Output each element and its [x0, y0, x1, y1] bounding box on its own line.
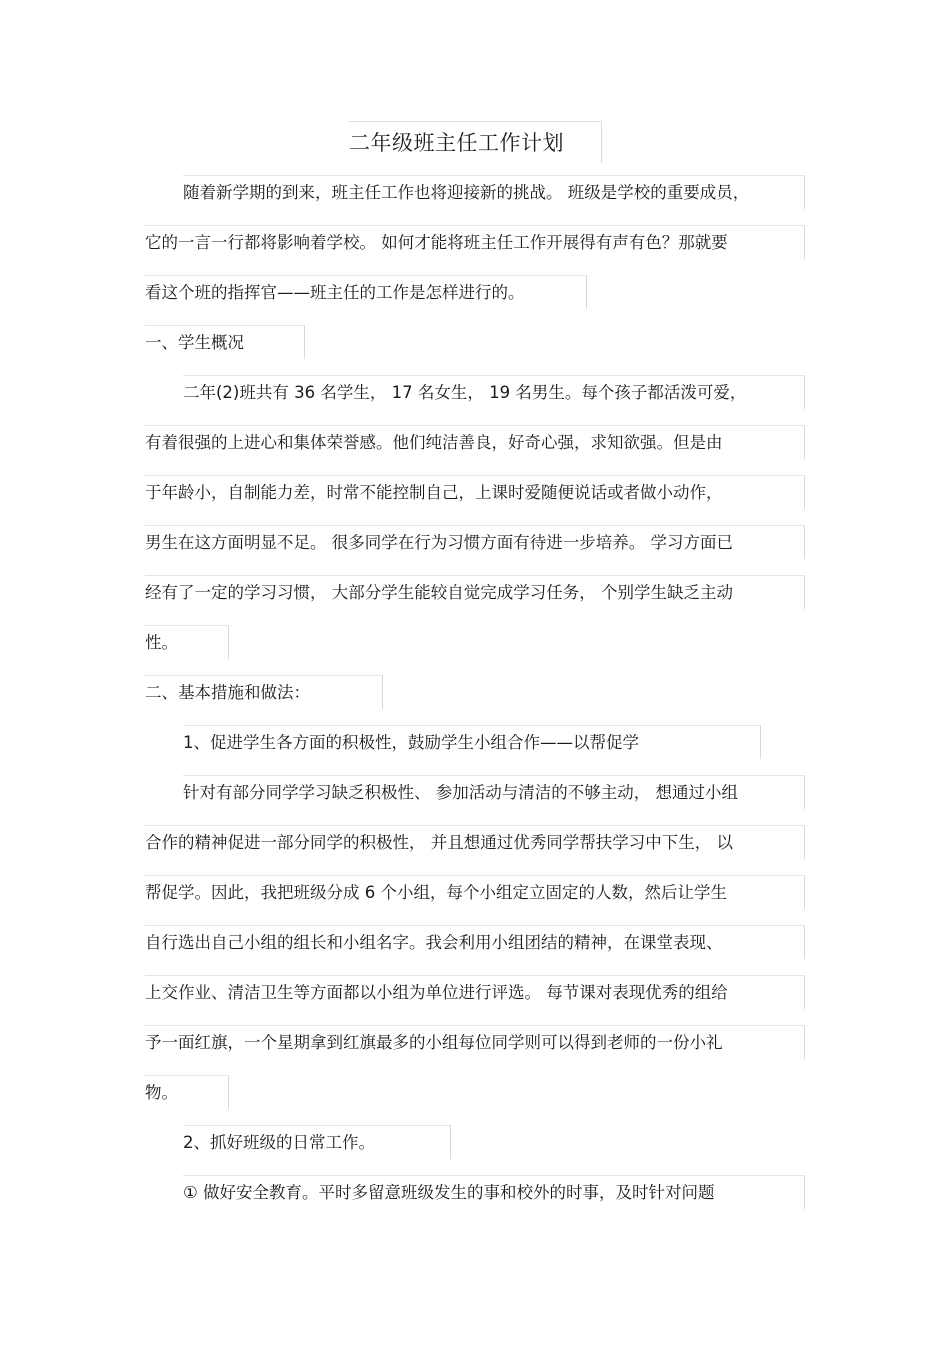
text-line: 性。 [145, 625, 229, 659]
text-line: 针对有部分同学学习缺乏积极性、 参加活动与清洁的不够主动， 想通过小组 [183, 775, 805, 809]
text-line: 看这个班的指挥官——班主任的工作是怎样进行的。 [145, 275, 587, 309]
text-line: 经有了一定的学习习惯， 大部分学生能较自觉完成学习任务， 个别学生缺乏主动 [145, 575, 805, 609]
text-line: 上交作业、清洁卫生等方面都以小组为单位进行评选。 每节课对表现优秀的组给 [145, 975, 805, 1009]
section-heading: 二、基本措施和做法： [145, 675, 383, 709]
document-title: 二年级班主任工作计划 [348, 121, 602, 163]
subsection-heading: 2、抓好班级的日常工作。 [183, 1125, 451, 1159]
text-line: 二年(2)班共有 36 名学生， 17 名女生， 19 名男生。每个孩子都活泼可爱， [183, 375, 805, 409]
section-heading: 一、学生概况 [145, 325, 305, 359]
text-line: 合作的精神促进一部分同学的积极性， 并且想通过优秀同学帮扶学习中下生， 以 [145, 825, 805, 859]
subsection-heading: 1、促进学生各方面的积极性，鼓励学生小组合作——以帮促学 [183, 725, 761, 759]
text-line: ① 做好安全教育。平时多留意班级发生的事和校外的时事，及时针对问题 [183, 1175, 805, 1209]
text-line: 予一面红旗，一个星期拿到红旗最多的小组每位同学则可以得到老师的一份小礼 [145, 1025, 805, 1059]
text-line: 男生在这方面明显不足。 很多同学在行为习惯方面有待进一步培养。 学习方面已 [145, 525, 805, 559]
text-line: 随着新学期的到来，班主任工作也将迎接新的挑战。 班级是学校的重要成员， [183, 175, 805, 209]
text-line: 有着很强的上进心和集体荣誉感。他们纯洁善良，好奇心强，求知欲强。但是由 [145, 425, 805, 459]
text-line: 自行选出自己小组的组长和小组名字。我会利用小组团结的精神，在课堂表现、 [145, 925, 805, 959]
text-line: 它的一言一行都将影响着学校。 如何才能将班主任工作开展得有声有色？那就要 [145, 225, 805, 259]
text-line: 于年龄小，自制能力差，时常不能控制自己，上课时爱随便说话或者做小动作， [145, 475, 805, 509]
text-line: 物。 [145, 1075, 229, 1109]
text-line: 帮促学。因此，我把班级分成 6 个小组，每个小组定立固定的人数，然后让学生 [145, 875, 805, 909]
